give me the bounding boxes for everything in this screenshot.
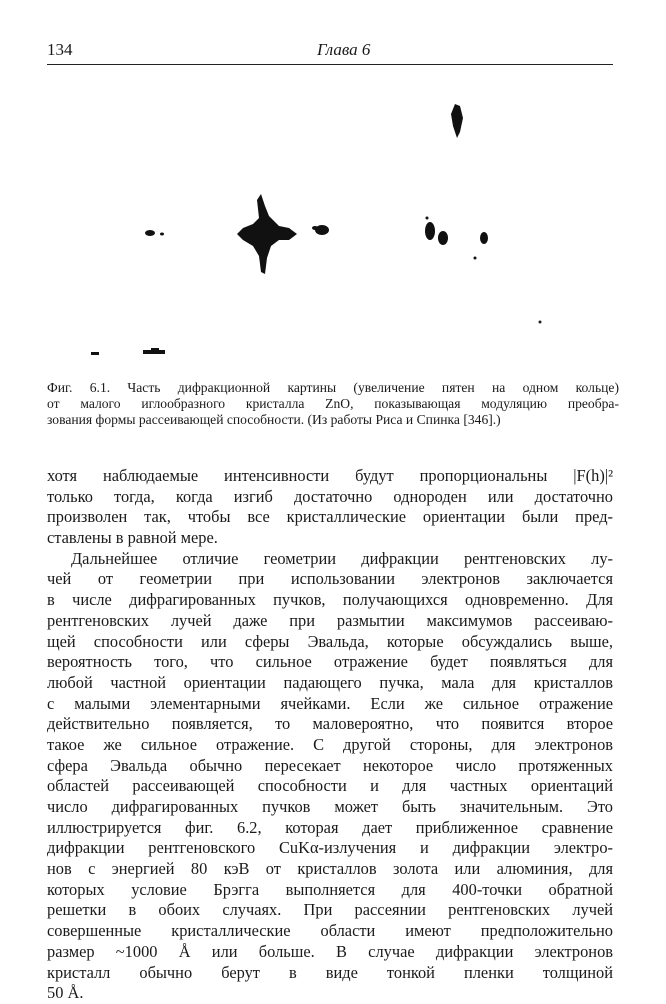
text-line: хотя наблюдаемые интенсивности будут пропорциональны |F(h)|² bbox=[47, 466, 613, 485]
text-line: произволен так, чтобы все кристаллические ориентации были пред- bbox=[47, 507, 613, 527]
text-line: размер ~1000 Å или больше. В случае дифракции электронов bbox=[47, 941, 613, 961]
diffraction-spot-right bbox=[425, 217, 488, 260]
running-title: Глава 6 bbox=[317, 40, 371, 59]
text-line: вероятность того, что сильное отражение будет появляться для bbox=[47, 652, 613, 672]
text-line: любой частной ориентации падающего пучка, мала для кристаллов bbox=[47, 672, 613, 692]
diffraction-spot-left bbox=[145, 230, 164, 236]
page-number: 134 bbox=[47, 40, 73, 59]
text-line: кристалл обычно берут в виде тонкой пленки толщиной bbox=[47, 962, 613, 982]
text-line: действительно появляется, то маловероятно, что появится второе bbox=[47, 714, 613, 734]
diffraction-spot-center bbox=[237, 194, 329, 274]
diffraction-streak-bottom bbox=[91, 348, 165, 355]
text-line: 50 Å. bbox=[47, 983, 84, 1003]
text-line: дифракции рентгеновского CuKα-излучения и дифракции электро- bbox=[47, 838, 613, 858]
diffraction-spot-top bbox=[451, 104, 463, 138]
text-line: областей рассеивающей способности и для частных ориентаций bbox=[47, 776, 613, 796]
figure-caption bbox=[47, 380, 619, 428]
text-line: только тогда, когда изгиб достаточно однороден или достаточно bbox=[47, 486, 613, 506]
text-line: рентгеновских лучей даже при размытии максимумов рассеиваю- bbox=[47, 610, 613, 630]
text-line: число дифрагированных пучков может быть значительным. Это bbox=[47, 797, 613, 816]
page-header bbox=[47, 38, 613, 65]
text-line: совершенные кристаллические области имеют предположительно bbox=[47, 921, 613, 941]
caption-line: Фиг. 6.1. Часть дифракционной картины (увеличение пятен на одном кольце) bbox=[47, 380, 619, 395]
caption-line: от малого иглообразного кристалла ZnO, показывающая модуляцию преобра- bbox=[47, 396, 619, 411]
text-line: иллюстрируется фиг. 6.2, которая дает приближенное сравнение bbox=[47, 817, 613, 837]
paragraph-2 bbox=[47, 549, 613, 1004]
text-line: которых условие Брэгга выполняется для 400-точки обратной bbox=[47, 879, 613, 899]
body-text bbox=[47, 466, 613, 1004]
caption-line: зования формы рассеивающей способности. (Из работы Риса и Спинка [346].) bbox=[47, 412, 501, 427]
text-line: чей от геометрии при использовании электронов заключается bbox=[47, 569, 613, 589]
text-line: сфера Эвальда обычно пересекает некоторое число протяженных bbox=[47, 755, 613, 775]
text-line: в числе дифрагированных пучков, получающихся одновременно. Для bbox=[47, 590, 613, 610]
text-line: щей способности или сферы Эвальда, которые обсуждались выше, bbox=[47, 631, 613, 651]
diffraction-pattern-image bbox=[47, 90, 613, 380]
text-line: нов с энергией 80 кэВ от кристаллов золота или алюминия, для bbox=[47, 859, 613, 879]
diffraction-spot-minor bbox=[539, 321, 542, 324]
text-line: с малыми элементарными ячейками. Если же сильное отражение bbox=[47, 693, 613, 713]
figure-diffraction bbox=[47, 90, 613, 380]
paragraph-1 bbox=[47, 466, 613, 549]
text-line: решетки в обоих случаях. При рассеянии рентгеновских лучей bbox=[47, 900, 613, 920]
text-line: ставлены в равной мере. bbox=[47, 528, 218, 548]
text-line: Дальнейшее отличие геометрии дифракции рентгеновских лу- bbox=[71, 548, 613, 568]
text-line: такое же сильное отражение. С другой стороны, для электронов bbox=[47, 734, 613, 754]
